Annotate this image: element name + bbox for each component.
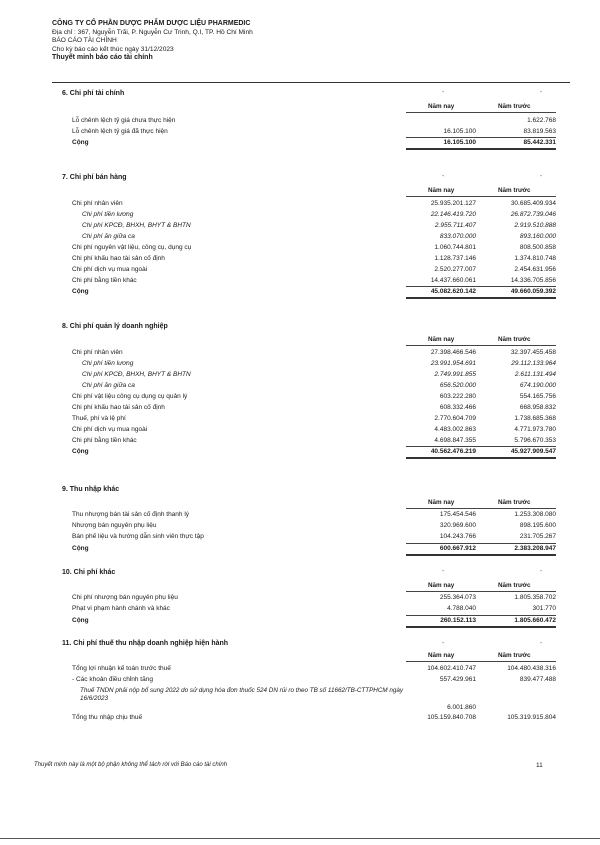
value-current: 2.770.604.709 bbox=[434, 415, 476, 422]
header-underline bbox=[406, 508, 556, 509]
subtotal-line bbox=[406, 615, 556, 616]
value-previous: 85.442.331 bbox=[523, 139, 556, 146]
value-current: 600.667.912 bbox=[439, 545, 476, 552]
value-current: 23.991.954.691 bbox=[430, 360, 476, 367]
value-previous: 2.454.631.956 bbox=[514, 266, 556, 273]
total-line bbox=[406, 148, 556, 150]
value-current: 104.243.766 bbox=[439, 533, 476, 540]
value-current: 4.483.002.863 bbox=[434, 426, 476, 433]
row-label: Chi phí khấu hao tài sản cố định bbox=[72, 255, 165, 262]
table-row bbox=[52, 676, 572, 686]
table-row bbox=[52, 426, 572, 436]
value-current: 4.698.847.355 bbox=[434, 437, 476, 444]
value-current: 16.105.100 bbox=[443, 128, 476, 135]
table-row bbox=[52, 522, 572, 532]
page-edge-line bbox=[0, 838, 600, 839]
value-previous: 30.685.409.934 bbox=[510, 200, 556, 207]
subtotal-line bbox=[406, 286, 556, 287]
row-label: Chi phí khấu hao tài sản cố định bbox=[72, 404, 165, 411]
value-current: 260.152.113 bbox=[440, 617, 476, 624]
row-label: Chi phí KPCĐ, BHXH, BHYT & BHTN bbox=[82, 222, 191, 229]
value-current: 27.398.466.546 bbox=[430, 349, 476, 356]
value-previous: 26.872.739.046 bbox=[510, 211, 556, 218]
row-label: Thuế, phí và lệ phí bbox=[72, 415, 126, 422]
dash-mark: - bbox=[540, 640, 543, 647]
value-previous: 14.336.705.856 bbox=[510, 277, 556, 284]
value-current: 40.562.476.219 bbox=[430, 448, 476, 455]
value-previous: 1.374.810.748 bbox=[514, 255, 556, 262]
table-row bbox=[52, 393, 572, 403]
header-underline bbox=[406, 591, 556, 592]
value-previous: 2.611.131.494 bbox=[514, 371, 556, 378]
value-previous: 32.397.455.458 bbox=[510, 349, 556, 356]
col-header-current: Năm nay bbox=[428, 499, 455, 506]
row-label: Thu nhượng bán tài sản cố định thanh lý bbox=[72, 511, 190, 518]
value-current: 175.454.546 bbox=[439, 511, 476, 518]
row-label: Chi phí tiền lương bbox=[82, 360, 134, 367]
row-label: Chi phí ăn giữa ca bbox=[82, 233, 135, 240]
value-previous: 893.160.000 bbox=[519, 233, 556, 240]
header-underline bbox=[406, 661, 556, 662]
row-label: Chi phí bằng tiền khác bbox=[72, 437, 137, 444]
section-title: 7. Chi phí bán hàng bbox=[62, 174, 127, 181]
col-header-current: Năm nay bbox=[428, 336, 455, 343]
value-current: 6.001.860 bbox=[447, 704, 476, 711]
table-row bbox=[52, 605, 572, 615]
total-line bbox=[406, 457, 556, 459]
table-row bbox=[52, 371, 572, 381]
row-label: Chi phí ăn giữa ca bbox=[82, 382, 135, 389]
value-previous: 808.500.858 bbox=[519, 244, 556, 251]
table-row bbox=[52, 404, 572, 414]
row-label: Chi phí nhân viên bbox=[72, 349, 123, 356]
table-row bbox=[52, 255, 572, 265]
value-current: 320.969.600 bbox=[439, 522, 476, 529]
value-previous: 231.705.267 bbox=[519, 533, 556, 540]
value-previous: 5.796.670.353 bbox=[514, 437, 556, 444]
footer-note: Thuyết minh này là một bộ phận không thể tách rời với Báo cáo tài chính bbox=[34, 762, 228, 768]
col-header-previous: Năm trước bbox=[498, 499, 531, 506]
dash-mark: - bbox=[540, 173, 543, 180]
dash-mark: - bbox=[540, 568, 543, 575]
table-row bbox=[52, 665, 572, 675]
table-row bbox=[52, 117, 572, 127]
value-current: 14.437.660.061 bbox=[430, 277, 476, 284]
row-label: Lỗ chênh lệch tỷ giá chưa thực hiện bbox=[72, 117, 176, 124]
section-title: 11. Chi phí thuế thu nhập doanh nghiệp hiện hành bbox=[62, 640, 229, 647]
value-previous: 839.477.488 bbox=[519, 676, 556, 683]
row-label: Cộng bbox=[72, 448, 89, 455]
table-row bbox=[52, 349, 572, 359]
header-underline bbox=[406, 345, 556, 346]
row-label: Nhượng bán nguyên phụ liệu bbox=[72, 522, 157, 529]
table-row bbox=[52, 594, 572, 604]
document-header bbox=[52, 20, 253, 63]
value-previous: 301.770 bbox=[532, 605, 556, 612]
row-label: Chi phí vật liệu công cụ dụng cụ quản lý bbox=[72, 393, 188, 400]
table-row bbox=[52, 382, 572, 392]
row-label: Chi phí nhượng bán nguyên phụ liệu bbox=[72, 594, 178, 601]
row-label: Chi phí KPCĐ, BHXH, BHYT & BHTN bbox=[82, 371, 191, 378]
row-label: Chi phí bằng tiền khác bbox=[72, 277, 137, 284]
row-label: Tổng lợi nhuận kế toán trước thuế bbox=[72, 665, 171, 672]
col-header-current: Năm nay bbox=[428, 187, 455, 194]
table-row bbox=[52, 714, 572, 724]
value-current: 656.520.000 bbox=[439, 382, 476, 389]
value-previous: 29.112.133.964 bbox=[511, 360, 556, 367]
table-row bbox=[52, 222, 572, 232]
table-row bbox=[52, 244, 572, 254]
report-subtitle: Thuyết minh báo cáo tài chính bbox=[52, 54, 153, 62]
value-current: 16.105.100 bbox=[443, 139, 476, 146]
value-current: 104.602.410.747 bbox=[427, 665, 476, 672]
value-previous: 105.319.915.804 bbox=[507, 714, 556, 721]
value-previous: 83.819.563 bbox=[523, 128, 556, 135]
header-underline bbox=[406, 112, 556, 113]
value-previous: 2.919.510.888 bbox=[514, 222, 556, 229]
value-previous: 1.253.308.080 bbox=[514, 511, 556, 518]
value-previous: 104.480.438.316 bbox=[507, 665, 556, 672]
row-label: Cộng bbox=[72, 139, 89, 146]
table-row bbox=[52, 211, 572, 221]
table-row bbox=[52, 266, 572, 276]
value-previous: 554.165.756 bbox=[519, 393, 556, 400]
row-label: Chi phí nhân viên bbox=[72, 200, 123, 207]
company-address: Địa chỉ : 367, Nguyễn Trãi, P. Nguyễn Cư Trinh, Q.I, TP. Hồ Chí Minh bbox=[52, 28, 253, 36]
table-row bbox=[52, 511, 572, 521]
row-label: Bán phế liệu và hướng dẫn sinh viên thực tập bbox=[72, 533, 204, 540]
value-current: 45.082.620.142 bbox=[430, 288, 476, 295]
section-title: 9. Thu nhập khác bbox=[62, 486, 120, 493]
col-header-previous: Năm trước bbox=[498, 336, 531, 343]
section-title: 6. Chi phí tài chính bbox=[62, 90, 125, 97]
report-title: BÁO CÁO TÀI CHÍNH bbox=[52, 37, 117, 45]
section-title: 8. Chi phí quản lý doanh nghiệp bbox=[62, 323, 168, 330]
value-current: 2.955.711.407 bbox=[434, 222, 476, 229]
header-divider bbox=[52, 82, 570, 83]
col-header-previous: Năm trước bbox=[498, 582, 531, 589]
subtotal-line bbox=[406, 543, 556, 544]
total-line bbox=[406, 297, 556, 299]
col-header-current: Năm nay bbox=[428, 652, 455, 659]
row-label: Chi phí dịch vụ mua ngoài bbox=[72, 426, 148, 433]
row-label: - Các khoản điều chỉnh tăng bbox=[72, 676, 153, 683]
row-label: Tổng thu nhập chịu thuế bbox=[72, 714, 143, 721]
value-previous: 1.805.358.702 bbox=[514, 594, 556, 601]
company-name: CÔNG TY CỔ PHẦN DƯỢC PHẨM DƯỢC LIỆU PHARMEDIC bbox=[52, 20, 251, 27]
row-label: Chi phí dịch vụ mua ngoài bbox=[72, 266, 148, 273]
header-underline bbox=[406, 196, 556, 197]
total-line bbox=[406, 626, 556, 628]
table-row bbox=[52, 415, 572, 425]
row-label: Cộng bbox=[72, 288, 89, 295]
table-row bbox=[52, 233, 572, 243]
value-current: 603.222.280 bbox=[439, 393, 476, 400]
col-header-current: Năm nay bbox=[428, 103, 455, 110]
value-current: 608.332.466 bbox=[439, 404, 476, 411]
row-label: Phạt vi phạm hành chánh và khác bbox=[72, 605, 170, 612]
value-previous: 674.190.000 bbox=[519, 382, 556, 389]
table-row bbox=[52, 704, 572, 714]
dash-mark: - bbox=[540, 89, 543, 96]
value-current: 22.146.419.720 bbox=[430, 211, 476, 218]
table-row bbox=[52, 200, 572, 210]
total-line bbox=[406, 554, 556, 556]
value-previous: 4.771.973.780 bbox=[514, 426, 556, 433]
value-current: 1.128.737.146 bbox=[434, 255, 476, 262]
value-previous: 1.622.768 bbox=[527, 117, 556, 124]
section-title: 10. Chi phí khác bbox=[62, 569, 116, 576]
subtotal-line bbox=[406, 446, 556, 447]
col-header-previous: Năm trước bbox=[498, 652, 531, 659]
value-previous: 2.383.208.947 bbox=[514, 545, 556, 552]
adjustment-note: Thuế TNDN phải nộp bổ sung 2022 do sử dụng hóa đơn thuốc 524 DN rủi ro theo TB số 11662/TB-CTTPHCM ngày 16/6/2023 bbox=[80, 687, 404, 703]
dash-mark: - bbox=[442, 173, 445, 180]
row-label: Chi phí tiền lương bbox=[82, 211, 134, 218]
row-label: Chi phí nguyên vật liệu, công cụ, dụng cụ bbox=[72, 244, 192, 251]
value-current: 4.788.040 bbox=[447, 605, 476, 612]
value-previous: 49.660.059.392 bbox=[510, 288, 556, 295]
col-header-current: Năm nay bbox=[428, 582, 455, 589]
value-previous: 668.958.832 bbox=[519, 404, 556, 411]
row-label: Cộng bbox=[72, 617, 89, 624]
dash-mark: - bbox=[442, 640, 445, 647]
value-previous: 1.805.660.472 bbox=[514, 617, 556, 624]
value-current: 105.159.840.708 bbox=[427, 714, 476, 721]
value-current: 1.060.744.801 bbox=[434, 244, 476, 251]
subtotal-line bbox=[406, 137, 556, 138]
value-current: 2.749.991.855 bbox=[434, 371, 476, 378]
dash-mark: - bbox=[442, 568, 445, 575]
dash-mark: - bbox=[442, 89, 445, 96]
page-number: 11 bbox=[536, 762, 543, 769]
value-previous: 898.195.600 bbox=[519, 522, 556, 529]
col-header-previous: Năm trước bbox=[498, 103, 531, 110]
row-label: Cộng bbox=[72, 545, 89, 552]
table-row bbox=[52, 360, 572, 370]
value-previous: 45.927.909.547 bbox=[510, 448, 556, 455]
value-current: 25.935.201.127 bbox=[430, 200, 476, 207]
col-header-previous: Năm trước bbox=[498, 187, 531, 194]
report-period: Cho kỳ báo cáo kết thúc ngày 31/12/2023 bbox=[52, 45, 174, 53]
value-current: 255.364.073 bbox=[439, 594, 476, 601]
value-previous: 1.738.685.368 bbox=[514, 415, 556, 422]
row-label: Lỗ chênh lệch tỷ giá đã thực hiện bbox=[72, 128, 168, 135]
value-current: 833.070.000 bbox=[439, 233, 476, 240]
value-current: 2.520.277.007 bbox=[434, 266, 476, 273]
table-row bbox=[52, 533, 572, 543]
value-current: 557.429.961 bbox=[439, 676, 476, 683]
